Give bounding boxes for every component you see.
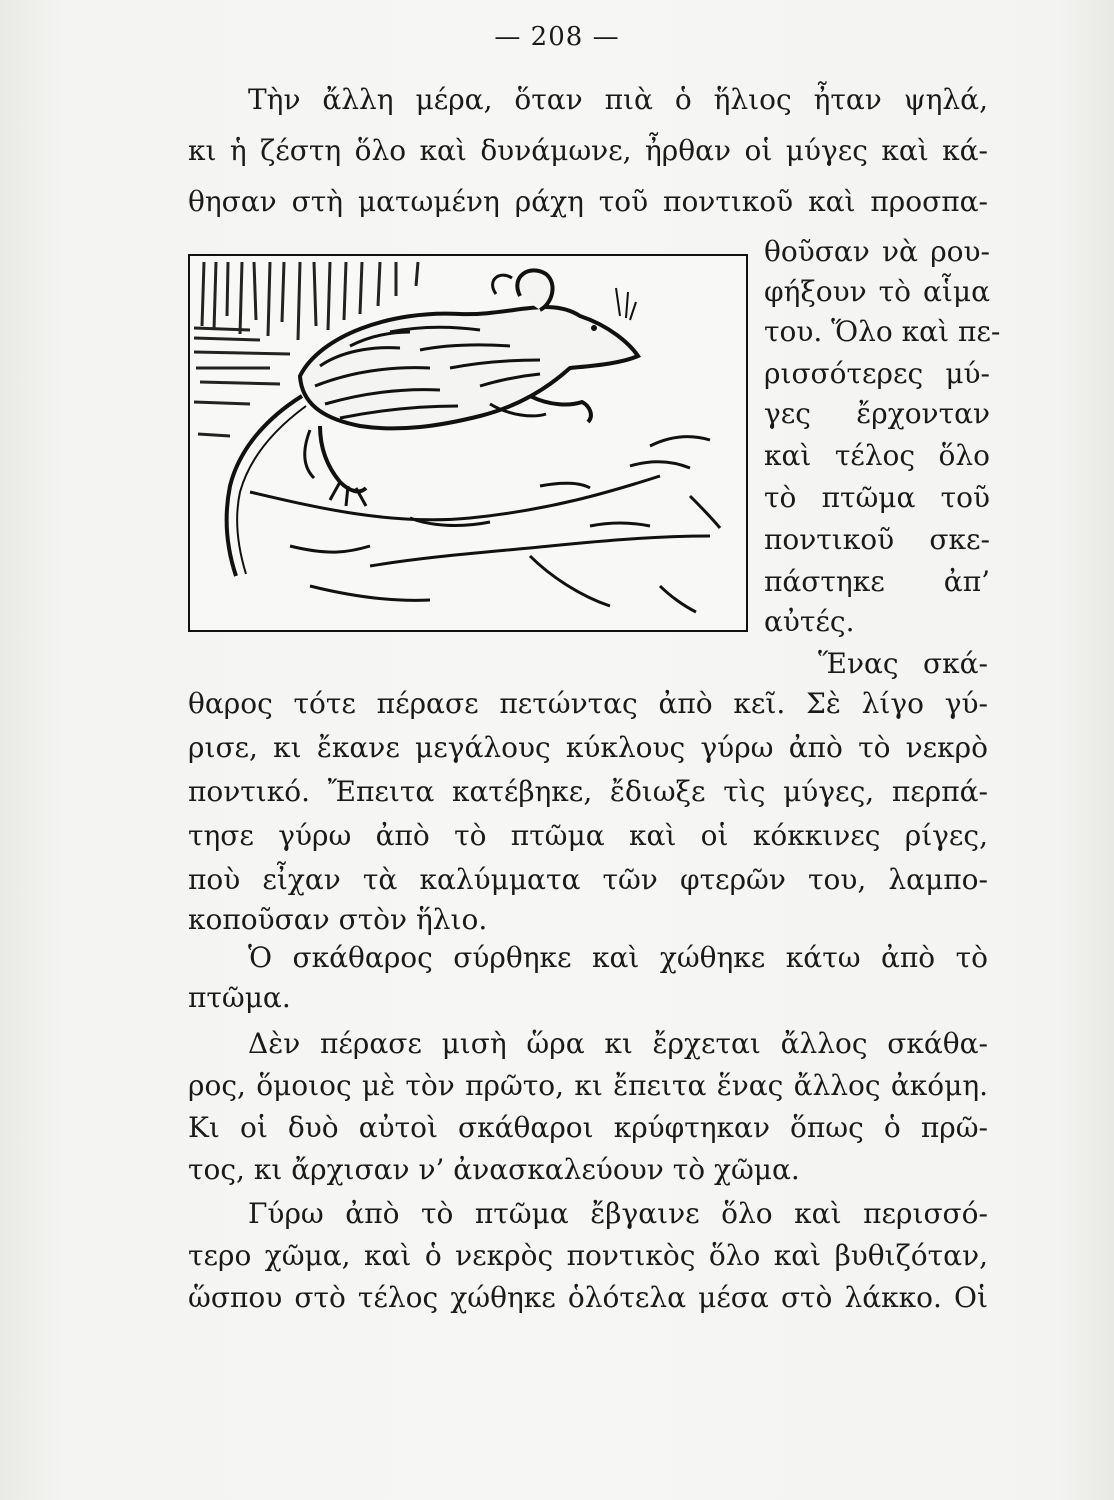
text-line: του. Ὅλο καὶ πε- — [764, 315, 1001, 348]
text-line: ρισε, κι ἔκανε μεγάλους κύκλους γύρω ἀπὸ τὸ νεκρὸ — [188, 731, 988, 764]
text-line: τος, κι ἄρχισαν ν’ ἀνασκαλεύουν τὸ χῶμα. — [188, 1153, 800, 1186]
page-number: — 208 — — [494, 22, 620, 52]
text-line: Κι οἱ δυὸ αὐτοὶ σκάθαροι κρύφτηκαν ὅπως ὁ πρῶ- — [188, 1111, 988, 1144]
text-line: θησαν στὴ ματωμένη ράχη τοῦ ποντικοῦ καὶ προσπα- — [188, 185, 988, 218]
text-line: γες ἔρχονταν — [764, 397, 990, 430]
text-line: κι ἡ ζέστη ὅλο καὶ δυνάμωνε, ἦρθαν οἱ μύγες καὶ κά- — [188, 134, 988, 167]
text-line: θαρος τότε πέρασε πετώντας ἀπὸ κεῖ. Σὲ λίγο γύ- — [188, 687, 988, 720]
text-line: κοποῦσαν στὸν ἥλιο. — [188, 903, 488, 936]
text-line: ποντικό. Ἔπειτα κατέβηκε, ἔδιωξε τὶς μύγες, περπά- — [188, 775, 988, 808]
text-line: πτῶμα. — [188, 981, 291, 1014]
text-line: τὸ πτῶμα τοῦ — [764, 481, 990, 514]
ground-detail — [250, 437, 720, 612]
text-line: θοῦσαν νὰ ρου- — [764, 235, 990, 268]
text-line: Δὲν πέρασε μισὴ ὥρα κι ἔρχεται ἄλλος σκάθα- — [248, 1027, 988, 1060]
text-line: ὥσπου στὸ τέλος χώθηκε ὁλότελα μέσα στὸ λάκκο. Οἱ — [188, 1281, 988, 1314]
mouse-body — [227, 270, 638, 576]
text-line: τησε γύρω ἀπὸ τὸ πτῶμα καὶ οἱ κόκκινες ρίγες, — [188, 819, 988, 852]
ground-strokes — [194, 328, 290, 436]
text-line: Γύρω ἀπὸ τὸ πτῶμα ἔβγαινε ὅλο καὶ περισσό- — [248, 1197, 988, 1230]
text-line: αὐτές. — [764, 605, 855, 638]
text-line: τερο χῶμα, καὶ ὁ νεκρὸς ποντικὸς ὅλο καὶ βυθιζόταν, — [188, 1239, 988, 1272]
text-line: Τὴν ἄλλη μέρα, ὅταν πιὰ ὁ ἥλιος ἦταν ψηλά, — [248, 83, 988, 116]
text-line: καὶ τέλος ὅλο — [764, 439, 990, 472]
text-line: ρος, ὅμοιος μὲ τὸν πρῶτο, κι ἔπειτα ἕνας ἄλλος ἀκόμη. — [188, 1069, 988, 1102]
text-line: ποὺ εἶχαν τὰ καλύμματα τῶν φτερῶν του, λαμπο- — [188, 863, 988, 896]
text-line: ρισσότερες μύ- — [764, 357, 990, 390]
text-line: Ὁ σκάθαρος σύρθηκε καὶ χώθηκε κάτω ἀπὸ τὸ — [248, 941, 988, 974]
text-line: ποντικοῦ σκε- — [764, 523, 990, 556]
text-line: φήξουν τὸ αἷμα — [764, 275, 990, 308]
dead-mouse-drawing — [190, 256, 746, 630]
text-line: πάστηκε ἀπ’ — [764, 565, 990, 598]
mouse-illustration — [188, 254, 748, 632]
text-line: Ἕνας σκά- — [818, 647, 988, 680]
